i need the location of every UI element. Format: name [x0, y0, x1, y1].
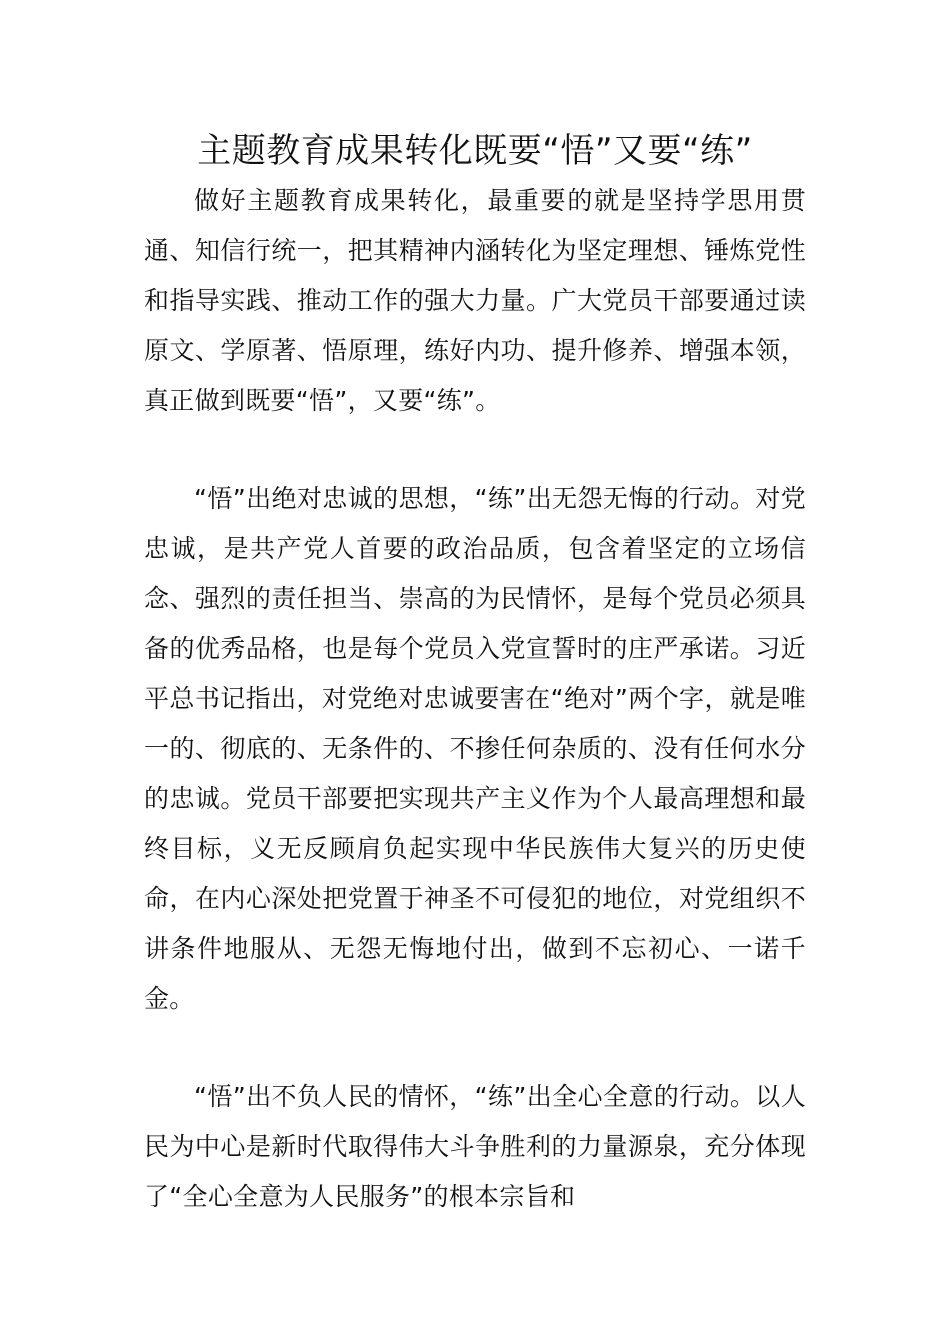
paragraph-loyalty: “悟”出绝对忠诚的思想，“练”出无怨无悔的行动。对党忠诚，是共产党人首要的政治品质，包含着坚定的立场信念、强烈的责任担当、崇高的为民情怀，是每个党员必须具备的优秀品格，也是每个党员入党宣誓时的庄严承诺。习近平总书记指出，对党绝对忠诚要害在“绝对”两个字，就是唯一的、彻底的、无条件的、不掺任何杂质的、没有任何水分的忠诚。党员干部要把实现共产主义作为个人最高理想和最终目标，义无反顾肩负起实现中华民族伟大复兴的历史使命，在内心深处把党置于神圣不可侵犯的地位，对党组织不讲条件地服从、无怨无悔地付出，做到不忘初心、一诺千金。: [144, 484, 806, 1013]
document-title: 主题教育成果转化既要“悟”又要“练”: [197, 131, 753, 171]
paragraph-people: “悟”出不负人民的情怀，“练”出全心全意的行动。以人民为中心是新时代取得伟大斗争胜利的力量源泉，充分体现了“全心全意为人民服务”的根本宗旨和: [144, 1082, 806, 1211]
paragraph-intro: 做好主题教育成果转化，最重要的就是坚持学思用贯通、知信行统一，把其精神内涵转化为坚定理想、锤炼党性和指导实践、推动工作的强大力量。广大党员干部要通过读原文、学原著、悟原理，练好内功、提升修养、增强本领，真正做到既要“悟”，又要“练”。: [144, 186, 806, 415]
